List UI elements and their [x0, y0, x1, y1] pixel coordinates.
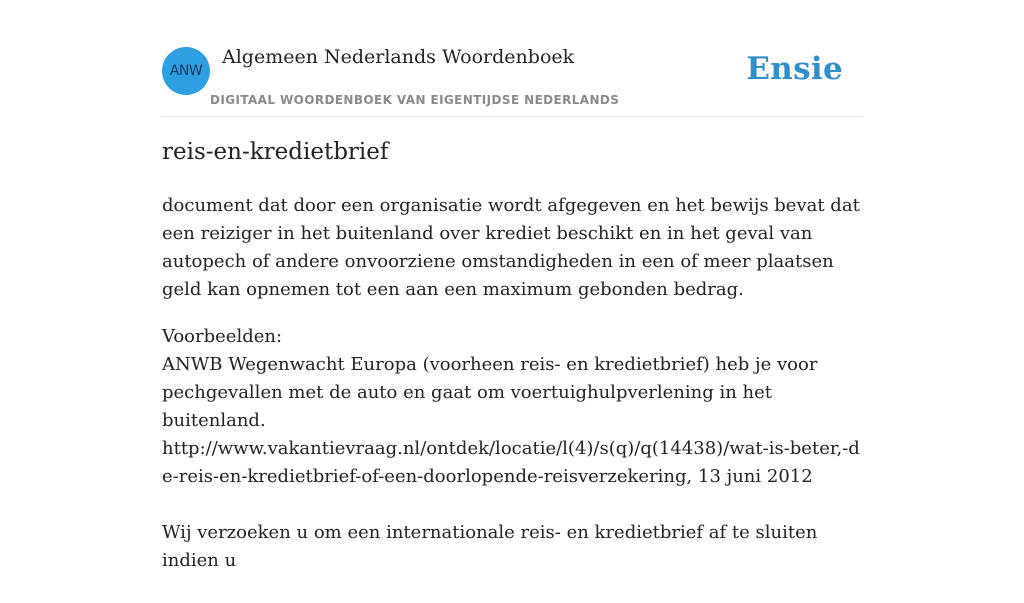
page	[162, 0, 862, 571]
example-text: ANWB Wegenwacht Europa (voorheen reis- en kredietbrief) heb je voor pechgevallen met de auto en gaat om voertuighulpverlening in het buitenland.	[162, 354, 818, 431]
site-header	[162, 0, 862, 117]
example-source: http://www.vakantievraag.nl/ontdek/locatie/l(4)/s(q)/q(14438)/wat-is-beter,-de-reis-en-kredietbrief-of-een-doorlopende-reisverzekering, 13 juni 2012	[162, 438, 860, 487]
example-item	[162, 519, 862, 575]
entry-headword: reis-en-kredietbrief	[162, 139, 389, 165]
site-title[interactable]: Algemeen Nederlands Woordenboek	[222, 46, 575, 68]
example-text: Wij verzoeken u om een internationale reis- en kredietbrief af te sluiten indien u	[162, 522, 818, 571]
example-item	[162, 351, 862, 491]
examples-label: Voorbeelden:	[162, 326, 283, 347]
ensie-logo[interactable]: Ensie	[746, 51, 843, 87]
anw-logo[interactable]: ANW	[162, 47, 210, 95]
examples-section	[162, 323, 862, 603]
entry-definition: document dat door een organisatie wordt afgegeven en het bewijs bevat dat een reiziger in het buitenland over krediet beschikt en in het geval van autopech of andere onvoorziene omstandigheden in een of meer plaatsen geld kan opnemen tot een aan een maximum gebonden bedrag.	[162, 195, 860, 300]
site-subtitle: DIGITAAL WOORDENBOEK VAN EIGENTIJDSE NEDERLANDS	[210, 93, 620, 107]
